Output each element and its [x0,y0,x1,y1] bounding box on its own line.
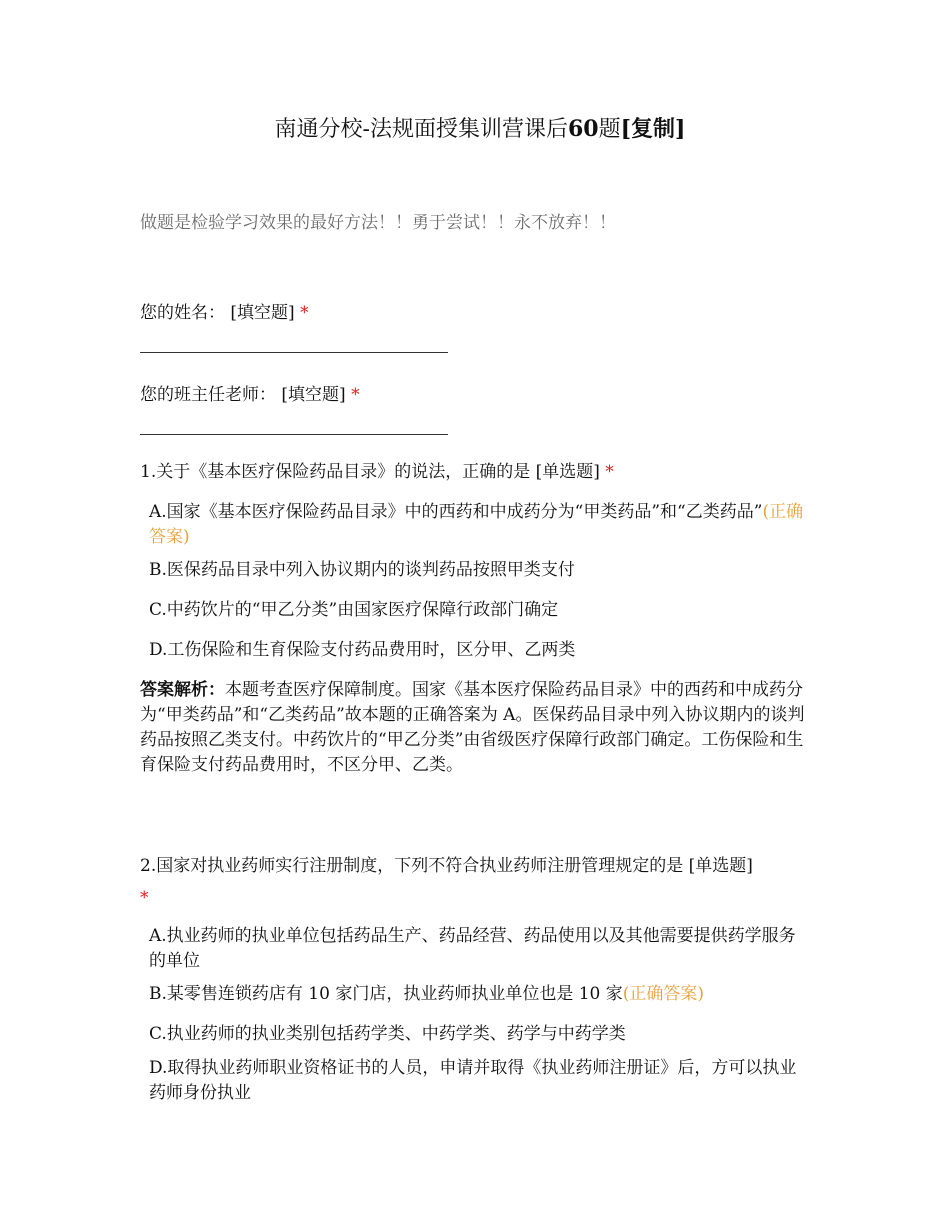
question-2-option-c[interactable] [149,1022,804,1047]
question-1-option-a[interactable] [149,500,804,550]
question-1-option-c[interactable] [149,598,804,623]
question-2-option-d[interactable] [149,1056,804,1106]
name-question-type: [填空题] [230,303,295,323]
question-2-option-b[interactable] [149,982,804,1007]
question-1-title [140,456,815,488]
option-text: C.执业药师的执业类别包括药学类、中药学类、药学与中药学类 [149,1024,626,1044]
option-text: B.医保药品目录中列入协议期内的谈判药品按照甲类支付 [149,560,575,580]
required-star: * [351,385,360,405]
question-1-option-b[interactable] [149,558,804,583]
name-question-label: 您的姓名： [140,303,225,323]
required-star: * [300,303,309,323]
required-star: * [140,888,149,908]
question-2-title [140,850,815,914]
question-1-option-d[interactable] [149,638,804,663]
intro-text: 做题是检验学习效果的最好方法！！勇于尝试！！永不放弃！！ [140,213,616,233]
option-text: A.执业药师的执业单位包括药品生产、药品经营、药品使用以及其他需要提供药学服务的单位 [149,926,796,971]
question-1-text: 1.关于《基本医疗保险药品目录》的说法，正确的是 [140,462,531,482]
question-2-type: [单选题] [688,856,753,876]
teacher-question-type: [填空题] [281,385,346,405]
option-text: A.国家《基本医疗保险药品目录》中的西药和中成药分为“甲类药品”和“乙类药品” [149,502,763,522]
teacher-question [140,380,360,405]
title-prefix: 南通分校-法规面授集训营课后 [274,117,568,142]
question-1-type: [单选题] [535,462,600,482]
name-answer-line[interactable] [140,352,448,353]
option-text: C.中药饮片的“甲乙分类”由国家医疗保障行政部门确定 [149,600,559,620]
title-suffix: 题 [598,117,621,142]
copy-tag: [复制] [620,116,686,142]
teacher-answer-line[interactable] [140,434,448,435]
analysis-label: 答案解析： [140,680,225,700]
analysis-text: 本题考查医疗保障制度。国家《基本医疗保险药品目录》中的西药和中成药分为“甲类药品”和“乙类药品”故本题的正确答案为 A。医保药品目录中列入协议期内的谈判药品按照乙类支付。中药饮片的“甲乙分类”由省级医疗保障行政部门确定。工伤保险和生育保险支付药品费用时，不区分甲、乙类。 [140,680,805,775]
correct-answer-mark: (正确答案) [622,984,705,1004]
correct-answer-mark: (正确答案) [149,502,804,547]
teacher-question-label: 您的班主任老师： [140,385,276,405]
question-2-text: 2.国家对执业药师实行注册制度，下列不符合执业药师注册管理规定的是 [140,856,684,876]
option-text: D.取得执业药师职业资格证书的人员，申请并取得《执业药师注册证》后，方可以执业药师身份执业 [149,1058,797,1103]
required-star: * [605,462,614,482]
option-text: D.工伤保险和生育保险支付药品费用时，区分甲、乙两类 [149,640,576,660]
page-title [140,112,820,143]
title-number: 60 [567,116,599,142]
option-text: B.某零售连锁药店有 10 家门店，执业药师执业单位也是 10 家 [149,984,623,1004]
question-1-analysis [140,678,815,778]
name-question [140,298,309,323]
question-2-option-a[interactable] [149,924,804,974]
